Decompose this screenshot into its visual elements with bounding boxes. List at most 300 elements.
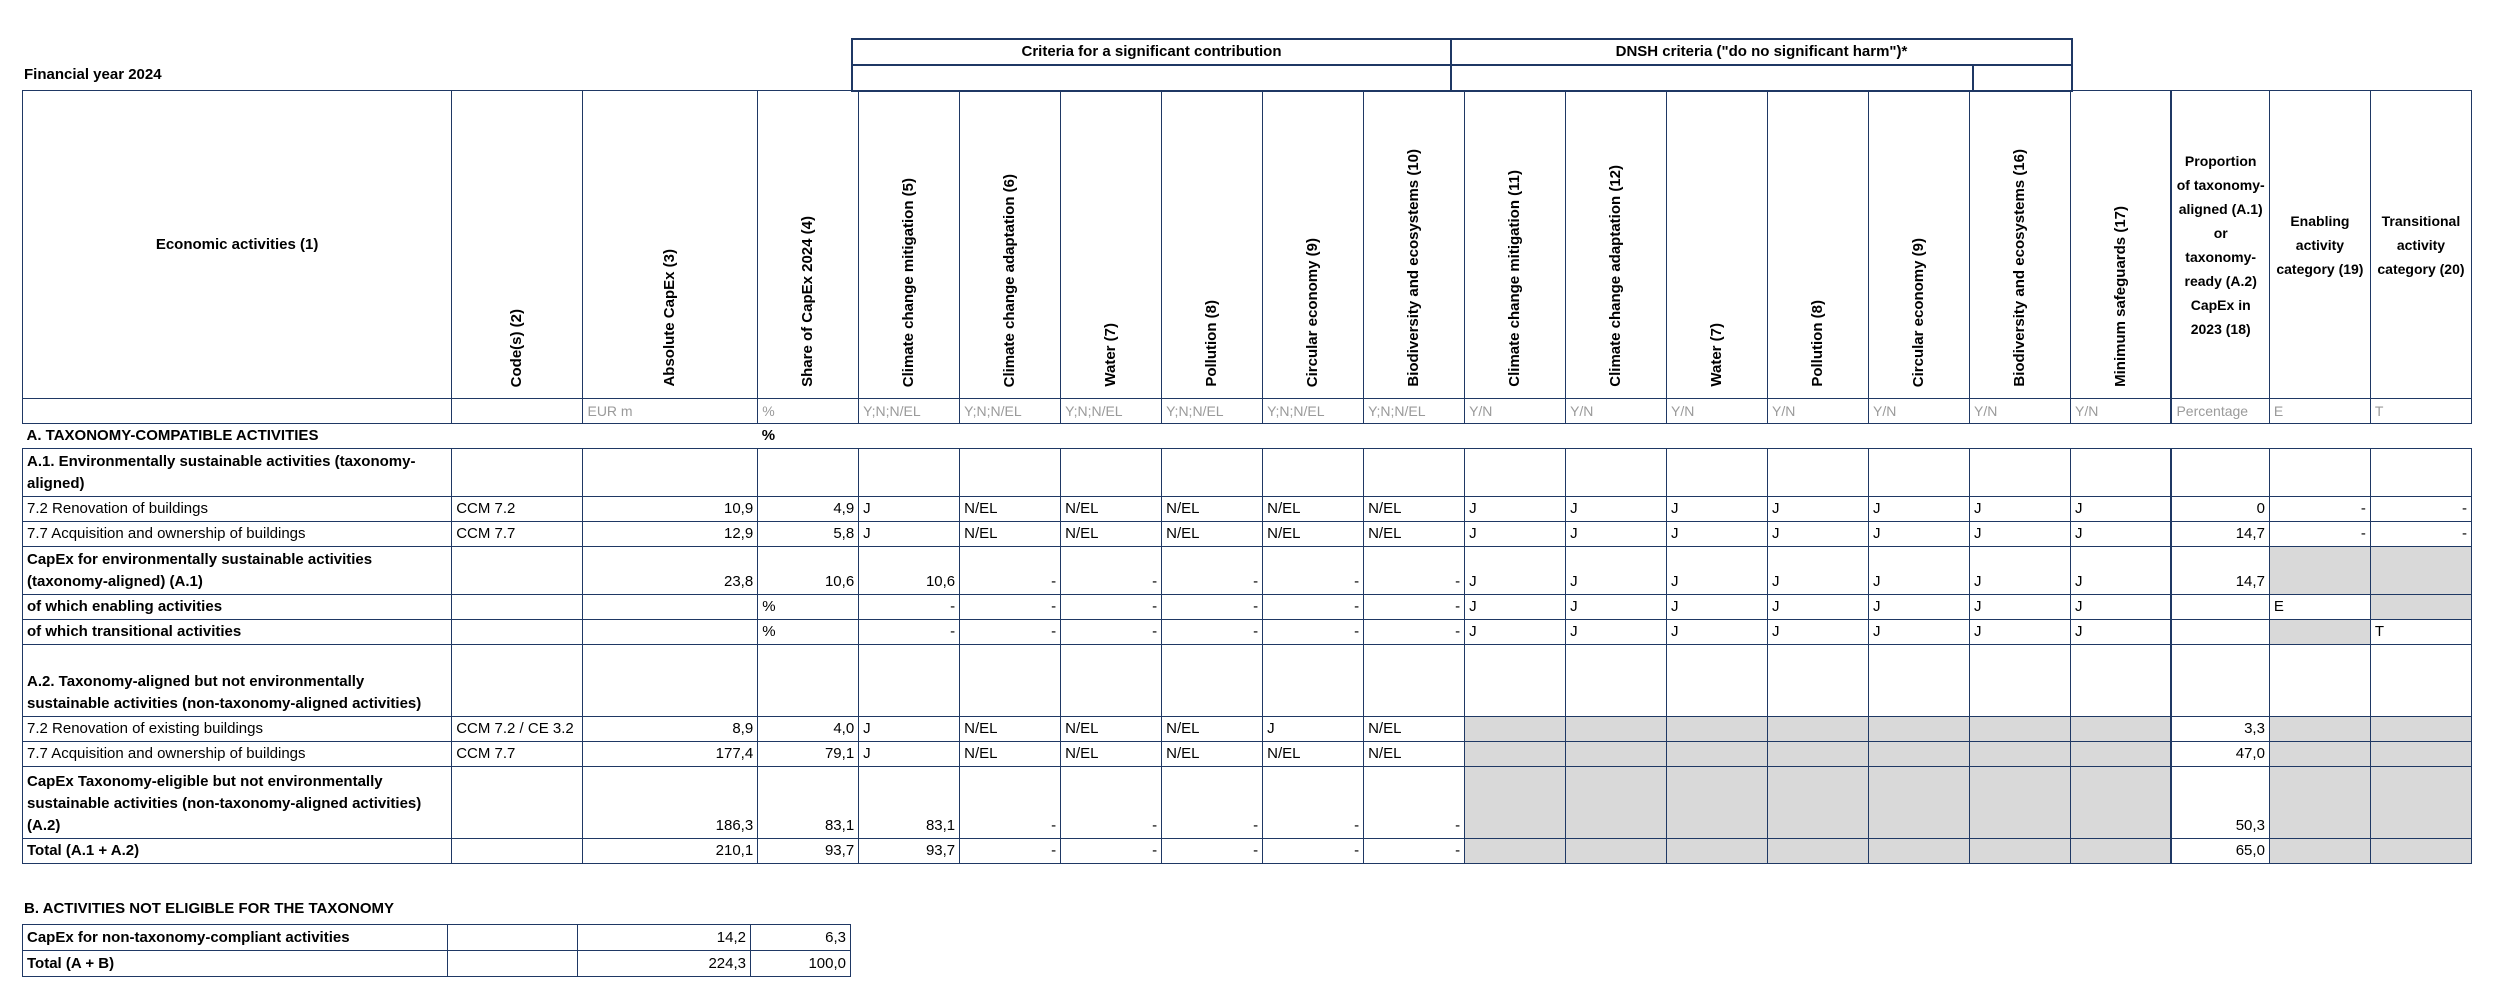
dnsh-criterion: J (1465, 522, 1566, 547)
unit-cell: Y;N;N/EL (1263, 399, 1364, 424)
transitional-category (2370, 547, 2471, 595)
activity-name: 7.2 Renovation of buildings (23, 497, 452, 522)
activity-code (448, 951, 578, 977)
header-dnsh-6: Biodiversity and ecosystems (16) (1970, 91, 2071, 399)
sc-criterion: 83,1 (859, 767, 960, 839)
sc-criterion: N/EL (1364, 717, 1465, 742)
empty-cell (1263, 645, 1364, 717)
section-a-row (23, 424, 2472, 449)
sc-criterion: - (1263, 547, 1364, 595)
unit-cell: Y/N (1970, 399, 2071, 424)
empty-cell (583, 424, 758, 449)
header-minimum-safeguards: Minimum safeguards (17) (2070, 91, 2171, 399)
activity-code: CCM 7.7 (452, 522, 583, 547)
sc-criterion: N/EL (1162, 497, 1263, 522)
dnsh-criterion: J (2070, 620, 2171, 645)
sc-criterion: N/EL (960, 497, 1061, 522)
share-capex: 100,0 (751, 951, 851, 977)
unit-cell: Y/N (1566, 399, 1667, 424)
proportion-2023: 0 (2171, 497, 2269, 522)
dnsh-criterion (1869, 717, 1970, 742)
sc-criterion: J (859, 717, 960, 742)
empty-cell (758, 449, 859, 497)
header-sc-2: Climate change adaptation (6) (960, 91, 1061, 399)
sc-criterion: J (859, 742, 960, 767)
empty-cell (1465, 424, 1566, 449)
dnsh-criterion: J (1869, 595, 1970, 620)
sc-criterion: N/EL (1364, 742, 1465, 767)
unit-cell: Y;N;N/EL (1162, 399, 1263, 424)
empty-cell (1768, 645, 1869, 717)
sc-criterion: - (1162, 620, 1263, 645)
sc-criterion: - (1162, 839, 1263, 864)
sc-criterion: N/EL (1061, 497, 1162, 522)
unit-cell: % (758, 399, 859, 424)
sc-criterion: N/EL (1061, 742, 1162, 767)
sc-criterion: N/EL (1061, 717, 1162, 742)
empty-cell (960, 645, 1061, 717)
sc-criterion: - (1364, 620, 1465, 645)
activity-name: of which transitional activities (23, 620, 452, 645)
proportion-2023: 47,0 (2171, 742, 2269, 767)
dnsh-criterion (1970, 717, 2071, 742)
empty-cell (1162, 449, 1263, 497)
dnsh-criterion: J (1970, 522, 2071, 547)
sc-criterion: - (1061, 547, 1162, 595)
empty-cell (859, 645, 960, 717)
unit-cell: T (2370, 399, 2471, 424)
sc-criterion: - (1364, 839, 1465, 864)
sc-criterion: - (1364, 767, 1465, 839)
dnsh-criterion (1869, 742, 1970, 767)
empty-cell (2269, 449, 2370, 497)
empty-cell (2070, 424, 2171, 449)
activity-name: Total (A.1 + A.2) (23, 839, 452, 864)
dnsh-criterion: J (2070, 547, 2171, 595)
sc-criterion: - (1263, 839, 1364, 864)
sc-criterion: N/EL (1263, 497, 1364, 522)
activity-code (452, 620, 583, 645)
financial-year-label: Financial year 2024 (24, 66, 162, 83)
sc-criterion: N/EL (1061, 522, 1162, 547)
share-capex: 93,7 (758, 839, 859, 864)
absolute-capex: 224,3 (578, 951, 751, 977)
proportion-2023 (2171, 595, 2269, 620)
empty-cell (1768, 449, 1869, 497)
dnsh-criterion: J (1768, 522, 1869, 547)
activity-code (448, 925, 578, 951)
header-sc-4: Pollution (8) (1162, 91, 1263, 399)
sc-criterion: - (1162, 547, 1263, 595)
transitional-category: - (2370, 497, 2471, 522)
a2-activity-row (23, 717, 2472, 742)
share-capex: 83,1 (758, 767, 859, 839)
dnsh-criterion: J (1465, 595, 1566, 620)
sc-criterion: - (1263, 595, 1364, 620)
sc-criterion: - (960, 595, 1061, 620)
absolute-capex: 14,2 (578, 925, 751, 951)
transitional-category: - (2370, 522, 2471, 547)
sc-criterion: - (1162, 595, 1263, 620)
dnsh-criterion (1970, 767, 2071, 839)
activity-name: 7.7 Acquisition and ownership of buildings (23, 522, 452, 547)
sc-criterion: J (859, 497, 960, 522)
enabling-category (2269, 620, 2370, 645)
sc-criterion: N/EL (1364, 522, 1465, 547)
dnsh-criterion (1970, 742, 2071, 767)
unit-cell (23, 399, 452, 424)
proportion-2023: 65,0 (2171, 839, 2269, 864)
empty-cell (452, 645, 583, 717)
header-dnsh-2: Climate change adaptation (12) (1566, 91, 1667, 399)
dnsh-criterion (1566, 839, 1667, 864)
empty-cell (758, 645, 859, 717)
empty-cell (1061, 449, 1162, 497)
proportion-2023: 3,3 (2171, 717, 2269, 742)
section-b-row (23, 951, 851, 977)
sc-criterion: - (1263, 767, 1364, 839)
section-b-title: B. ACTIVITIES NOT ELIGIBLE FOR THE TAXONOMY (24, 900, 395, 917)
dnsh-criterion (1970, 839, 2071, 864)
total-a-row (23, 839, 2472, 864)
absolute-capex (583, 595, 758, 620)
transitional-category (2370, 742, 2471, 767)
header-transitional: Transitional activity category (20) (2370, 91, 2471, 399)
unit-cell (452, 399, 583, 424)
dnsh-criterion (2070, 839, 2171, 864)
dnsh-criterion: J (2070, 522, 2171, 547)
dnsh-criterion: J (1970, 497, 2071, 522)
header-activity: Economic activities (1) (23, 91, 452, 399)
empty-cell (859, 424, 960, 449)
empty-cell (1667, 424, 1768, 449)
unit-cell: Y/N (2070, 399, 2171, 424)
empty-cell (1869, 449, 1970, 497)
dnsh-criterion: J (1869, 547, 1970, 595)
header-sc-6: Biodiversity and ecosystems (10) (1364, 91, 1465, 399)
dnsh-group-header: DNSH criteria ("do no significant harm")* (1450, 38, 2073, 66)
proportion-2023 (2171, 620, 2269, 645)
empty-cell (1465, 449, 1566, 497)
empty-cell (1970, 645, 2071, 717)
dnsh-criterion: J (1869, 620, 1970, 645)
dnsh-criterion: J (2070, 595, 2171, 620)
enabling-category (2269, 717, 2370, 742)
sc-criterion: N/EL (960, 522, 1061, 547)
dnsh-criterion (1566, 717, 1667, 742)
header-proportion: Proportion of taxonomy-aligned (A.1) or taxonomy-ready (A.2) CapEx in 2023 (18) (2171, 91, 2269, 399)
dnsh-criterion: J (1970, 547, 2071, 595)
sc-criterion: N/EL (960, 742, 1061, 767)
transitional-category (2370, 839, 2471, 864)
empty-cell (1566, 424, 1667, 449)
header-dnsh-1: Climate change mitigation (11) (1465, 91, 1566, 399)
absolute-capex: 10,9 (583, 497, 758, 522)
dnsh-criterion: J (1566, 522, 1667, 547)
enabling-category (2269, 767, 2370, 839)
empty-cell (1263, 424, 1364, 449)
header-row (23, 91, 2472, 399)
activity-code (452, 767, 583, 839)
enabling-category: E (2269, 595, 2370, 620)
sc-criterion: - (1263, 620, 1364, 645)
absolute-capex: 177,4 (583, 742, 758, 767)
sc-criterion: J (1263, 717, 1364, 742)
empty-cell (1364, 424, 1465, 449)
empty-cell (1566, 449, 1667, 497)
enabling-category (2269, 547, 2370, 595)
empty-cell (1667, 645, 1768, 717)
empty-cell (2171, 449, 2269, 497)
dnsh-criterion (1667, 717, 1768, 742)
empty-cell (1061, 424, 1162, 449)
a2-activity-row (23, 742, 2472, 767)
absolute-capex: 210,1 (583, 839, 758, 864)
share-capex: 10,6 (758, 547, 859, 595)
dnsh-criterion (2070, 717, 2171, 742)
empty-cell (859, 449, 960, 497)
dnsh-criterion (1768, 767, 1869, 839)
unit-cell: Y;N;N/EL (859, 399, 960, 424)
sc-criterion: - (1061, 767, 1162, 839)
sc-criterion: - (1061, 595, 1162, 620)
transitional-category (2370, 717, 2471, 742)
dnsh-group-subrow-end (1972, 64, 2073, 92)
sc-criterion: N/EL (1263, 522, 1364, 547)
share-capex: % (758, 620, 859, 645)
sc-criterion: N/EL (1263, 742, 1364, 767)
sc-criterion: - (859, 595, 960, 620)
dnsh-criterion: J (1869, 497, 1970, 522)
dnsh-criterion (1768, 742, 1869, 767)
share-capex: 4,0 (758, 717, 859, 742)
dnsh-criterion: J (1869, 522, 1970, 547)
absolute-capex: 8,9 (583, 717, 758, 742)
unit-cell: Y/N (1768, 399, 1869, 424)
sc-criterion: 93,7 (859, 839, 960, 864)
absolute-capex (583, 620, 758, 645)
dnsh-criterion: J (1768, 547, 1869, 595)
header-codes: Code(s) (2) (452, 91, 583, 399)
absolute-capex: 186,3 (583, 767, 758, 839)
units-row (23, 399, 2472, 424)
empty-cell (1869, 424, 1970, 449)
empty-cell (452, 424, 583, 449)
sc-criterion: - (1061, 839, 1162, 864)
sc-group-subrow (851, 64, 1452, 92)
dnsh-criterion: J (1465, 620, 1566, 645)
empty-cell (1768, 424, 1869, 449)
header-sc-5: Circular economy (9) (1263, 91, 1364, 399)
dnsh-criterion: J (1768, 595, 1869, 620)
proportion-2023: 50,3 (2171, 767, 2269, 839)
header-dnsh-4: Pollution (8) (1768, 91, 1869, 399)
subsection-title: A.1. Environmentally sustainable activities (taxonomy-aligned) (23, 449, 452, 497)
dnsh-criterion: J (1667, 595, 1768, 620)
dnsh-criterion: J (1768, 620, 1869, 645)
share-capex: 6,3 (751, 925, 851, 951)
empty-cell (2370, 645, 2471, 717)
dnsh-criterion: J (1465, 547, 1566, 595)
absolute-capex: 12,9 (583, 522, 758, 547)
unit-cell: Y/N (1667, 399, 1768, 424)
sc-criterion: N/EL (1162, 522, 1263, 547)
share-capex: 79,1 (758, 742, 859, 767)
sc-criterion: - (859, 620, 960, 645)
dnsh-criterion (1667, 767, 1768, 839)
empty-cell (2269, 645, 2370, 717)
dnsh-criterion: J (1667, 547, 1768, 595)
sc-criterion: - (1364, 547, 1465, 595)
empty-cell (1263, 449, 1364, 497)
unit-cell: Y/N (1465, 399, 1566, 424)
a2-total-row (23, 767, 2472, 839)
dnsh-criterion: J (1566, 595, 1667, 620)
significant-contribution-group-header: Criteria for a significant contribution (851, 38, 1452, 66)
activity-code: CCM 7.2 / CE 3.2 (452, 717, 583, 742)
share-capex: 5,8 (758, 522, 859, 547)
dnsh-criterion: J (1970, 595, 2071, 620)
dnsh-criterion (1566, 742, 1667, 767)
sc-criterion: 10,6 (859, 547, 960, 595)
sc-criterion: N/EL (960, 717, 1061, 742)
unit-cell: Y;N;N/EL (1061, 399, 1162, 424)
transitional-category (2370, 767, 2471, 839)
activity-name: 7.7 Acquisition and ownership of buildings (23, 742, 452, 767)
unit-cell: Y;N;N/EL (1364, 399, 1465, 424)
absolute-capex: 23,8 (583, 547, 758, 595)
header-dnsh-3: Water (7) (1667, 91, 1768, 399)
activity-code (452, 595, 583, 620)
dnsh-criterion (1465, 839, 1566, 864)
activity-code (452, 839, 583, 864)
unit-cell: Y/N (1869, 399, 1970, 424)
empty-cell (1162, 645, 1263, 717)
header-share-capex: Share of CapEx 2024 (4) (758, 91, 859, 399)
subsection-title: A.2. Taxonomy-aligned but not environmentally sustainable activities (non-taxonomy-aligned activities) (23, 645, 452, 717)
dnsh-criterion (1869, 767, 1970, 839)
activity-name: CapEx Taxonomy-eligible but not environmentally sustainable activities (non-taxonomy-aligned activities) (A.2) (23, 767, 452, 839)
dnsh-criterion: J (1667, 497, 1768, 522)
empty-cell (1667, 449, 1768, 497)
empty-cell (1869, 645, 1970, 717)
empty-cell (960, 449, 1061, 497)
enabling-category (2269, 742, 2370, 767)
dnsh-criterion: J (1566, 547, 1667, 595)
share-capex: % (758, 595, 859, 620)
empty-cell (2370, 424, 2471, 449)
dnsh-group-subrow (1450, 64, 1974, 92)
activity-name: of which enabling activities (23, 595, 452, 620)
dnsh-criterion: J (1566, 497, 1667, 522)
taxonomy-table (22, 90, 2472, 864)
dnsh-criterion (2070, 742, 2171, 767)
dnsh-criterion: J (1970, 620, 2071, 645)
header-sc-1: Climate change mitigation (5) (859, 91, 960, 399)
header-enabling: Enabling activity category (19) (2269, 91, 2370, 399)
sc-criterion: - (960, 767, 1061, 839)
empty-cell (1970, 424, 2071, 449)
activity-name: 7.2 Renovation of existing buildings (23, 717, 452, 742)
enabling-category: - (2269, 522, 2370, 547)
dnsh-criterion: J (1768, 497, 1869, 522)
dnsh-criterion (1465, 767, 1566, 839)
sc-criterion: - (1061, 620, 1162, 645)
sc-criterion: N/EL (1162, 742, 1263, 767)
unit-cell: Y;N;N/EL (960, 399, 1061, 424)
dnsh-criterion (1768, 839, 1869, 864)
dnsh-criterion (1768, 717, 1869, 742)
a2-title-row (23, 645, 2472, 717)
unit-cell: E (2269, 399, 2370, 424)
enabling-category: - (2269, 497, 2370, 522)
activity-name: CapEx for non-taxonomy-compliant activities (23, 925, 448, 951)
sc-criterion: N/EL (1162, 717, 1263, 742)
empty-cell (1566, 645, 1667, 717)
sc-criterion: N/EL (1364, 497, 1465, 522)
sc-criterion: J (859, 522, 960, 547)
sc-criterion: - (1364, 595, 1465, 620)
section-b-table (22, 924, 851, 977)
activity-code: CCM 7.7 (452, 742, 583, 767)
header-dnsh-5: Circular economy (9) (1869, 91, 1970, 399)
enabling-category (2269, 839, 2370, 864)
activity-code (452, 547, 583, 595)
empty-cell (2171, 424, 2269, 449)
header-absolute-capex: Absolute CapEx (3) (583, 91, 758, 399)
dnsh-criterion (2070, 767, 2171, 839)
empty-cell (2070, 645, 2171, 717)
empty-cell (2171, 645, 2269, 717)
section-a-pct: % (758, 424, 859, 449)
empty-cell (452, 449, 583, 497)
empty-cell (1465, 645, 1566, 717)
sc-criterion: - (960, 547, 1061, 595)
a1-activity-row (23, 497, 2472, 522)
transitional-category: T (2370, 620, 2471, 645)
a1-total-row (23, 547, 2472, 595)
dnsh-criterion: J (1465, 497, 1566, 522)
empty-cell (1364, 645, 1465, 717)
transitional-category (2370, 595, 2471, 620)
empty-cell (583, 645, 758, 717)
empty-cell (1364, 449, 1465, 497)
dnsh-criterion: J (1566, 620, 1667, 645)
sc-criterion: - (960, 839, 1061, 864)
dnsh-criterion: J (1667, 522, 1768, 547)
dnsh-criterion: J (1667, 620, 1768, 645)
dnsh-criterion (1869, 839, 1970, 864)
dnsh-criterion (1465, 717, 1566, 742)
dnsh-criterion: J (2070, 497, 2171, 522)
dnsh-criterion (1667, 839, 1768, 864)
unit-cell: Percentage (2171, 399, 2269, 424)
a1-activity-row (23, 522, 2472, 547)
a1-enabling-row (23, 595, 2472, 620)
a1-title-row (23, 449, 2472, 497)
share-capex: 4,9 (758, 497, 859, 522)
a1-transitional-row (23, 620, 2472, 645)
section-a-title: A. TAXONOMY-COMPATIBLE ACTIVITIES (23, 424, 452, 449)
empty-cell (960, 424, 1061, 449)
dnsh-criterion (1667, 742, 1768, 767)
activity-name: CapEx for environmentally sustainable activities (taxonomy-aligned) (A.1) (23, 547, 452, 595)
empty-cell (2370, 449, 2471, 497)
empty-cell (1061, 645, 1162, 717)
empty-cell (2070, 449, 2171, 497)
empty-cell (1970, 449, 2071, 497)
empty-cell (2269, 424, 2370, 449)
